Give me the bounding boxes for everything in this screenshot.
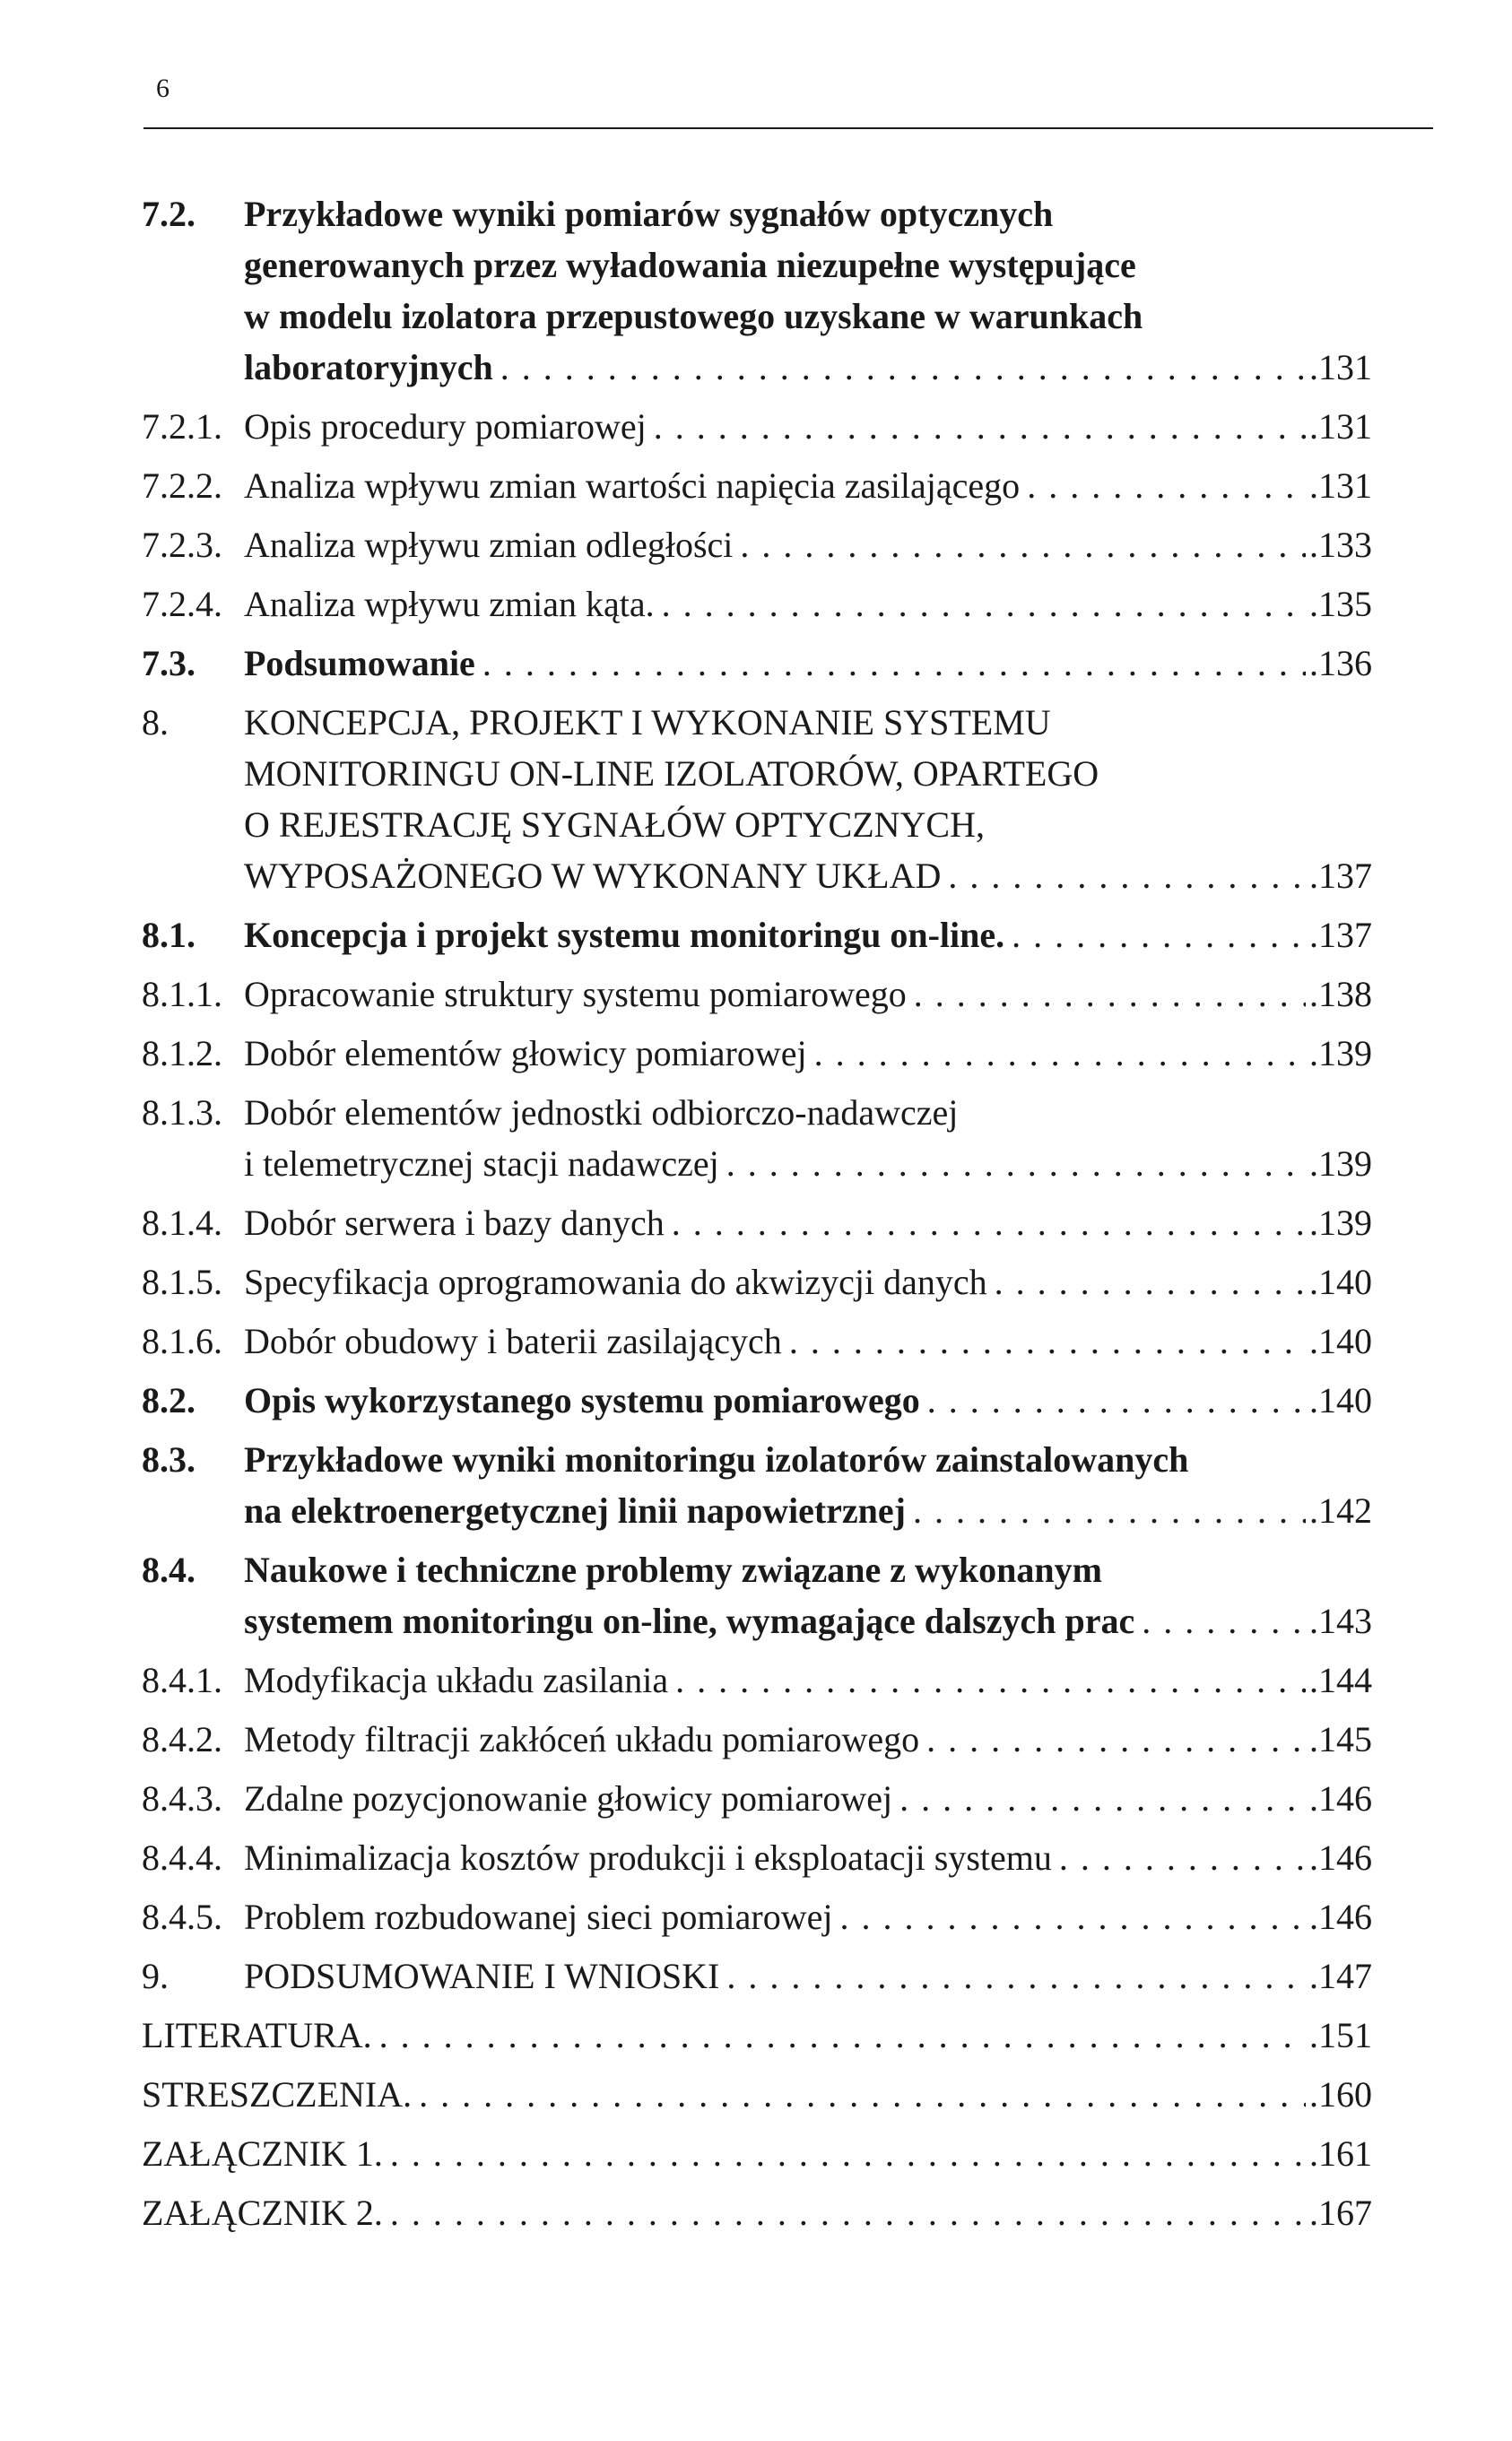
- toc-entry-page: .137: [1309, 915, 1372, 955]
- toc-entry-title-line: generowanych przez wyładowania niezupełne występujące: [244, 245, 1136, 285]
- toc-entry-title: Dobór serwera i bazy danych: [244, 1203, 665, 1243]
- dot-leader: [907, 969, 1306, 1020]
- dot-leader: [1052, 1832, 1306, 1883]
- toc-entry-page: .146: [1309, 1837, 1372, 1878]
- toc-entry: [142, 1891, 1372, 1942]
- dot-leader: [655, 578, 1306, 630]
- toc-entry-leader-line: [244, 460, 1372, 511]
- toc-entry-leader-line: [142, 2069, 1372, 2120]
- toc-entry-leader-line: [142, 2187, 1372, 2238]
- toc-entry-page: .131: [1309, 406, 1372, 447]
- toc-entry-number: 8.4.3.: [142, 1778, 222, 1819]
- toc-entry-title: ZAŁĄCZNIK 1.: [142, 2133, 383, 2174]
- toc-entry-leader-line: [244, 1256, 1372, 1307]
- toc-entry: [142, 578, 1372, 630]
- toc-entry: [142, 1375, 1372, 1426]
- toc-entry-title: WYPOSAŻONEGO W WYKONANY UKŁAD: [244, 856, 942, 896]
- toc-entry: [142, 1714, 1372, 1765]
- table-of-contents: [142, 188, 1372, 2246]
- toc-entry-title: LITERATURA.: [142, 2015, 372, 2055]
- dot-leader: [412, 2069, 1306, 2120]
- toc-entry-number: 8.4.1.: [142, 1660, 222, 1700]
- toc-entry-page: .161: [1309, 2133, 1372, 2174]
- toc-entry-title-line: O REJESTRACJĘ SYGNAŁÓW OPTYCZNYCH,: [244, 804, 985, 845]
- toc-entry-title: i telemetrycznej stacji nadawczej: [244, 1143, 719, 1184]
- dot-leader: [668, 1655, 1306, 1706]
- toc-entry-title: Analiza wpływu zmian kąta.: [244, 584, 655, 624]
- toc-entry-title: Opis procedury pomiarowej: [244, 406, 647, 447]
- toc-entry-page: .133: [1309, 525, 1372, 565]
- toc-entry-title: na elektroenergetycznej linii napowietrznej: [244, 1490, 906, 1531]
- toc-entry-title: Metody filtracji zakłóceń układu pomiarowego: [244, 1719, 920, 1759]
- dot-leader: [719, 1950, 1306, 2002]
- toc-entry-leader-line: [244, 1316, 1372, 1367]
- toc-entry-title: Minimalizacja kosztów produkcji i eksploatacji systemu: [244, 1837, 1052, 1878]
- toc-entry-number: 8.1.2.: [142, 1033, 222, 1073]
- toc-entry-title: Specyfikacja oprogramowania do akwizycji danych: [244, 1262, 987, 1302]
- toc-entry: [142, 1316, 1372, 1367]
- toc-entry-page: .140: [1309, 1262, 1372, 1302]
- toc-entry-page: .131: [1309, 465, 1372, 506]
- dot-leader: [647, 401, 1306, 452]
- dot-leader: [372, 2010, 1306, 2061]
- toc-entry-title: Modyfikacja układu zasilania: [244, 1660, 669, 1700]
- dot-leader: [733, 519, 1306, 570]
- toc-entry-page: .167: [1309, 2193, 1372, 2233]
- dot-leader: [807, 1028, 1306, 1079]
- header-rule: [143, 127, 1433, 129]
- toc-entry: [142, 638, 1372, 689]
- toc-entry-page: .137: [1309, 856, 1372, 896]
- toc-entry-leader-line: [244, 1138, 1372, 1189]
- toc-entry-number: 8.4.: [142, 1550, 196, 1590]
- toc-entry-page: .138: [1309, 974, 1372, 1014]
- page-number: 6: [156, 74, 169, 103]
- dot-leader: [1004, 909, 1306, 960]
- toc-entry-leader-line: [244, 969, 1372, 1020]
- toc-entry-title-line: KONCEPCJA, PROJEKT I WYKONANIE SYSTEMU: [244, 702, 1051, 743]
- toc-entry-number: 8.1.6.: [142, 1321, 222, 1361]
- toc-entry-leader-line: [244, 1714, 1372, 1765]
- toc-entry-number: 8.1.4.: [142, 1203, 222, 1243]
- toc-entry: [142, 2187, 1372, 2238]
- toc-entry-page: .139: [1309, 1033, 1372, 1073]
- dot-leader: [719, 1138, 1306, 1189]
- toc-entry-number: 8.4.5.: [142, 1897, 222, 1937]
- toc-entry-leader-line: [142, 2128, 1372, 2179]
- toc-entry-title: Dobór elementów głowicy pomiarowej: [244, 1033, 807, 1073]
- toc-entry-page: .139: [1309, 1203, 1372, 1243]
- toc-entry-number: 7.2.4.: [142, 584, 222, 624]
- toc-entry-leader-line: [142, 2010, 1372, 2061]
- toc-entry-page: .143: [1309, 1601, 1372, 1641]
- toc-entry-title: Analiza wpływu zmian wartości napięcia zasilającego: [244, 465, 1021, 506]
- toc-entry-leader-line: [244, 1832, 1372, 1883]
- toc-entry: [142, 1256, 1372, 1307]
- toc-entry-page: .140: [1309, 1380, 1372, 1420]
- toc-entry-page: .160: [1309, 2074, 1372, 2115]
- toc-entry: [142, 1773, 1372, 1824]
- toc-entry-leader-line: [244, 638, 1372, 689]
- dot-leader: [493, 342, 1306, 393]
- toc-entry: [142, 1832, 1372, 1883]
- toc-entry-title: Koncepcja i projekt systemu monitoringu on-line.: [244, 915, 1005, 955]
- toc-entry-number: 8.4.4.: [142, 1837, 222, 1878]
- toc-entry-number: 8.1.1.: [142, 974, 222, 1014]
- toc-entry-number: 8.: [142, 702, 169, 743]
- toc-entry-title: laboratoryjnych: [244, 347, 493, 387]
- toc-entry: [142, 1544, 1372, 1646]
- toc-entry-page: .131: [1309, 347, 1372, 387]
- toc-entry-number: 7.2.: [142, 194, 196, 234]
- toc-entry-page: .147: [1309, 1956, 1372, 1996]
- toc-entry: [142, 1087, 1372, 1189]
- toc-entry-page: .140: [1309, 1321, 1372, 1361]
- toc-entry-leader-line: [244, 1028, 1372, 1079]
- toc-entry-page: .136: [1309, 643, 1372, 683]
- toc-entry: [142, 2069, 1372, 2120]
- dot-leader: [906, 1485, 1306, 1536]
- toc-entry-leader-line: [244, 909, 1372, 960]
- toc-entry-title: systemem monitoringu on-line, wymagające dalszych prac: [244, 1601, 1135, 1641]
- toc-entry-title-line: Przykładowe wyniki monitoringu izolatorów zainstalowanych: [244, 1439, 1189, 1480]
- toc-entry-leader-line: [244, 1891, 1372, 1942]
- toc-entry-title-line: Dobór elementów jednostki odbiorczo-nadawczej: [244, 1092, 959, 1133]
- toc-entry-number: 7.2.3.: [142, 525, 222, 565]
- toc-entry-leader-line: [244, 1375, 1372, 1426]
- toc-entry-title: ZAŁĄCZNIK 2.: [142, 2193, 383, 2233]
- toc-entry-number: 8.1.: [142, 915, 196, 955]
- dot-leader: [665, 1197, 1306, 1248]
- toc-entry-title-line: MONITORINGU ON-LINE IZOLATORÓW, OPARTEGO: [244, 753, 1099, 794]
- toc-entry-number: 8.1.5.: [142, 1262, 222, 1302]
- toc-entry-page: .144: [1309, 1660, 1372, 1700]
- toc-entry-title: Opis wykorzystanego systemu pomiarowego: [244, 1380, 920, 1420]
- dot-leader: [1134, 1595, 1306, 1646]
- toc-entry: [142, 460, 1372, 511]
- toc-entry-leader-line: [244, 1595, 1372, 1646]
- toc-entry: [142, 188, 1372, 393]
- dot-leader: [987, 1256, 1306, 1307]
- toc-entry-page: .142: [1309, 1490, 1372, 1531]
- toc-entry-page: .135: [1309, 584, 1372, 624]
- toc-entry-leader-line: [244, 850, 1372, 901]
- toc-entry-title: PODSUMOWANIE I WNIOSKI: [244, 1956, 720, 1996]
- toc-entry: [142, 909, 1372, 960]
- toc-entry-number: 9.: [142, 1956, 169, 1996]
- toc-entry-leader-line: [244, 1485, 1372, 1536]
- toc-entry-title-line: Przykładowe wyniki pomiarów sygnałów optycznych: [244, 194, 1054, 234]
- toc-entry-number: 7.3.: [142, 643, 196, 683]
- toc-entry-page: .146: [1309, 1897, 1372, 1937]
- toc-entry-number: 8.1.3.: [142, 1092, 222, 1133]
- toc-entry-page: .146: [1309, 1778, 1372, 1819]
- toc-entry-leader-line: [244, 342, 1372, 393]
- toc-entry: [142, 969, 1372, 1020]
- toc-entry-page: .139: [1309, 1143, 1372, 1184]
- dot-leader: [892, 1773, 1306, 1824]
- dot-leader: [941, 850, 1306, 901]
- dot-leader: [919, 1714, 1306, 1765]
- toc-entry-title: Opracowanie struktury systemu pomiarowego: [244, 974, 907, 1014]
- toc-entry-title: Podsumowanie: [244, 643, 475, 683]
- toc-entry-number: 8.2.: [142, 1380, 196, 1420]
- toc-entry-leader-line: [244, 519, 1372, 570]
- dot-leader: [475, 638, 1306, 689]
- toc-entry-number: 7.2.1.: [142, 406, 222, 447]
- toc-entry-leader-line: [244, 1655, 1372, 1706]
- toc-entry: [142, 1950, 1372, 2002]
- dot-leader: [383, 2187, 1306, 2238]
- toc-entry: [142, 1434, 1372, 1536]
- toc-entry: [142, 2128, 1372, 2179]
- toc-entry-title: Dobór obudowy i baterii zasilających: [244, 1321, 782, 1361]
- toc-entry-number: 8.3.: [142, 1439, 196, 1480]
- toc-entry: [142, 401, 1372, 452]
- toc-entry: [142, 1655, 1372, 1706]
- toc-entry: [142, 1197, 1372, 1248]
- toc-entry-leader-line: [244, 401, 1372, 452]
- toc-entry-number: 8.4.2.: [142, 1719, 222, 1759]
- toc-entry-title: Problem rozbudowanej sieci pomiarowej: [244, 1897, 833, 1937]
- toc-entry-title-line: w modelu izolatora przepustowego uzyskane w warunkach: [244, 296, 1143, 336]
- dot-leader: [782, 1316, 1306, 1367]
- dot-leader: [832, 1891, 1306, 1942]
- toc-entry-leader-line: [244, 1773, 1372, 1824]
- toc-entry-page: .151: [1309, 2015, 1372, 2055]
- toc-entry-title-line: Naukowe i techniczne problemy związane z wykonanym: [244, 1550, 1102, 1590]
- toc-entry-title: Zdalne pozycjonowanie głowicy pomiarowej: [244, 1778, 893, 1819]
- toc-entry: [142, 1028, 1372, 1079]
- toc-entry: [142, 519, 1372, 570]
- dot-leader: [1020, 460, 1306, 511]
- toc-entry-number: 7.2.2.: [142, 465, 222, 506]
- toc-entry: [142, 697, 1372, 901]
- toc-entry-page: .145: [1309, 1719, 1372, 1759]
- toc-entry-leader-line: [244, 1197, 1372, 1248]
- toc-entry-leader-line: [244, 1950, 1372, 2002]
- toc-entry-leader-line: [244, 578, 1372, 630]
- toc-entry: [142, 2010, 1372, 2061]
- dot-leader: [920, 1375, 1306, 1426]
- toc-entry-title: STRESZCZENIA.: [142, 2074, 413, 2115]
- toc-entry-title: Analiza wpływu zmian odległości: [244, 525, 734, 565]
- dot-leader: [383, 2128, 1306, 2179]
